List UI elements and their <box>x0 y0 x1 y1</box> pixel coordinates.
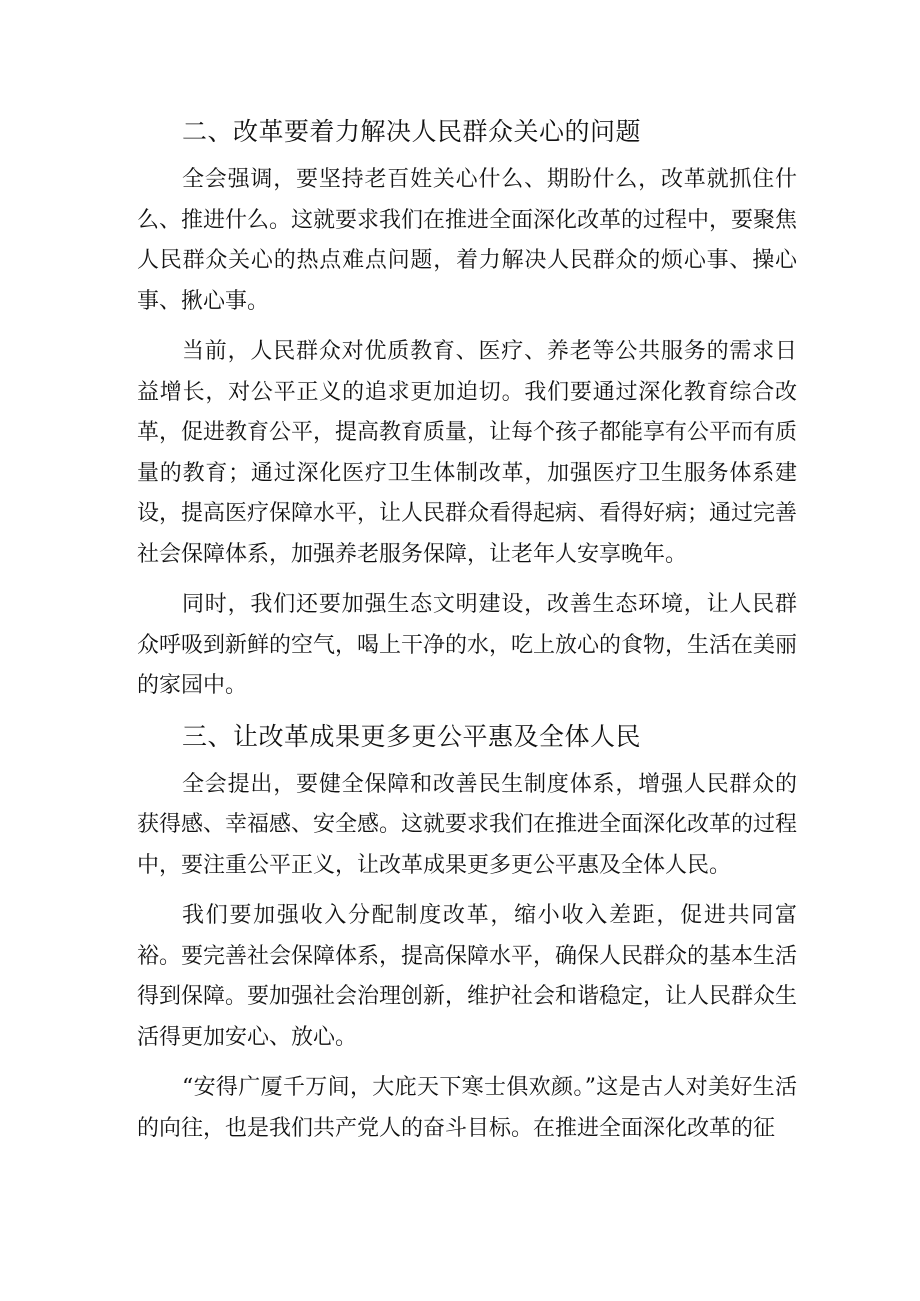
section-heading-3: 三、让改革成果更多更公平惠及全体人民 <box>182 721 642 751</box>
paragraph: “安得广厦千万间，大庇天下寒士俱欢颜。”这是古人对美好生活的向往，也是我们共产党人的奋斗目标。在推进全面深化改革的征 <box>137 1075 797 1141</box>
paragraph: 全会强调，要坚持老百姓关心什么、期盼什么，改革就抓住什么、推进什么。这就要求我们在推进全面深化改革的过程中，要聚焦人民群众关心的热点难点问题，着力解决人民群众的烦心事、操心事、揪心事。 <box>137 167 798 314</box>
paragraph: 同时，我们还要加强生态文明建设，改善生态环境，让人民群众呼吸到新鲜的空气，喝上干净的水，吃上放心的食物，生活在美丽的家园中。 <box>137 592 798 698</box>
document-body <box>137 112 797 1159</box>
paragraph: 全会提出，要健全保障和改善民生制度体系，增强人民群众的获得感、幸福感、安全感。这就要求我们在推进全面深化改革的过程中，要注重公平正义，让改革成果更多更公平惠及全体人民。 <box>137 771 798 878</box>
section-heading-2: 二、改革要着力解决人民群众关心的问题 <box>182 117 642 146</box>
paragraph: 当前，人民群众对优质教育、医疗、养老等公共服务的需求日益增长，对公平正义的追求更加迫切。我们要通过深化教育综合改革，促进教育公平，提高教育质量，让每个孩子都能享有公平而有质量的教育；通过深化医疗卫生体制改革，加强医疗卫生服务体系建设，提高医疗保障水平，让人民群众看得起病、看得好病；通过完善社会保障体系，加强养老服务保障，让老年人安享晚年。 <box>137 339 798 567</box>
paragraph: 我们要加强收入分配制度改革，缩小收入差距，促进共同富裕。要完善社会保障体系，提高保障水平，确保人民群众的基本生活得到保障。要加强社会治理创新，维护社会和谐稳定，让人民群众生活得更加安心、放心。 <box>137 903 798 1050</box>
